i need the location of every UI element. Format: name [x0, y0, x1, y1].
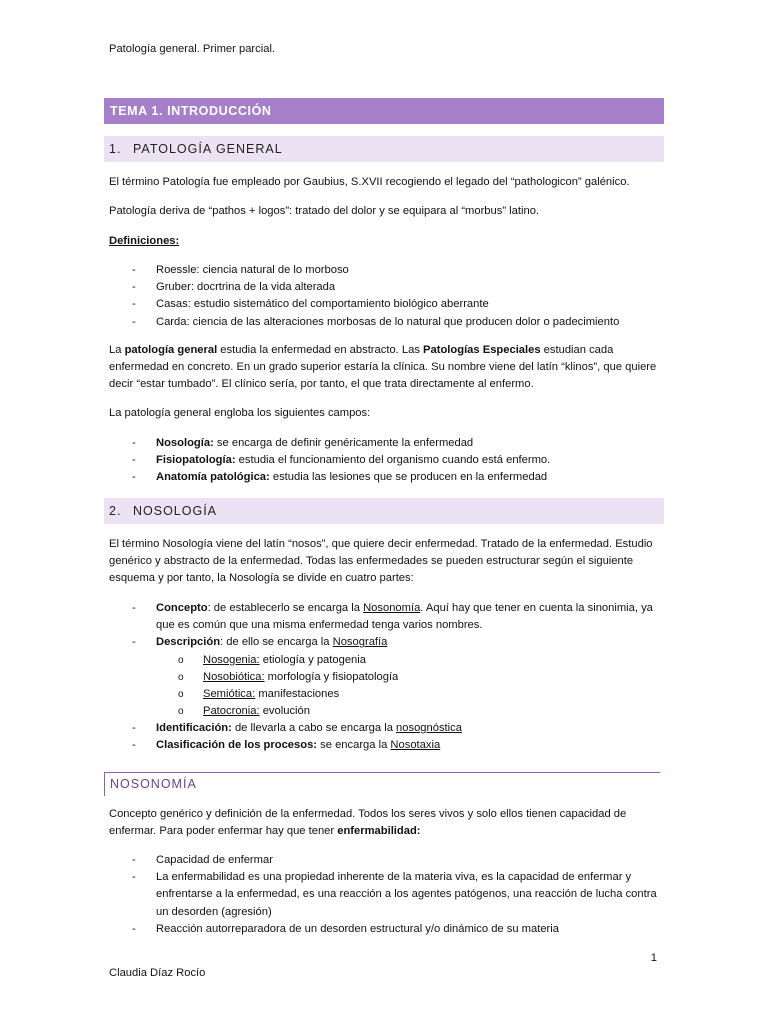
- text-run: de llevarla a cabo se encarga la: [231, 721, 397, 734]
- dash-bullet: -: [132, 602, 136, 614]
- paragraph: El término Nosología viene del latín “nosos”, que quiere decir enfermedad. Tratado de la enfermedad. Estudio genérico y abstracto de la enfermedad. Todas las enfermedades se pueden estructurar según el siguiente esquema y por tanto, la Nosología se divide en cuatro partes:: [109, 538, 653, 585]
- page-footer-author: Claudia Díaz Rocío: [109, 967, 206, 979]
- text-run: . Aquí hay que tener en cuenta la sinonimia, ya que es común que una misma enfermedad tenga varios nombres.: [156, 602, 653, 632]
- list-item: [109, 921, 669, 938]
- circle-bullet: o: [178, 671, 184, 683]
- bold-term: Nosología:: [156, 437, 214, 449]
- list-item: [109, 452, 669, 469]
- list-item-clasificacion: [109, 737, 669, 754]
- sublist-item-text: morfología y fisiopatología: [264, 670, 399, 683]
- list-item: [109, 435, 669, 452]
- section-heading-patologia-general: [104, 136, 664, 162]
- underlined-term: nosognóstica: [396, 721, 462, 734]
- section-number: 2.: [109, 504, 122, 518]
- nosologia-parts-list: [109, 600, 669, 754]
- dash-bullet: -: [132, 721, 136, 734]
- list-item: [109, 469, 669, 486]
- sublist-item: [156, 669, 669, 686]
- paragraph: El término Patología fue empleado por Gaubius, S.XVII recogiendo el legado del “pathologicon” galénico.: [109, 176, 630, 188]
- text-run: : de establecerlo se encarga la: [207, 602, 364, 614]
- underlined-term: Nosogenia:: [203, 653, 260, 666]
- underlined-term: Patocronia:: [203, 704, 260, 717]
- text-run: estudia la enfermedad en abstracto. Las: [217, 344, 424, 356]
- list-item: [109, 314, 669, 331]
- circle-bullet: o: [178, 688, 184, 700]
- definitions-list: [109, 262, 669, 331]
- enfermabilidad-list: [109, 852, 669, 938]
- list-item: [109, 869, 669, 921]
- sublist-item: [156, 652, 669, 669]
- underlined-term: Nosobiótica:: [203, 670, 265, 683]
- section-title: PATOLOGÍA GENERAL: [133, 142, 283, 156]
- dash-bullet: -: [132, 264, 136, 276]
- list-item-text: Reacción autorreparadora de un desorden estructural y/o dinámico de su materia: [156, 922, 559, 935]
- list-item: [109, 262, 669, 279]
- bold-term: Anatomía patológica:: [156, 471, 270, 484]
- bold-term: patología general: [124, 344, 218, 356]
- dash-bullet: -: [132, 636, 136, 649]
- section-number: 1.: [109, 142, 122, 156]
- dash-bullet: -: [132, 738, 136, 751]
- list-item-text: Carda: ciencia de las alteraciones morbosas de lo natural que producen dolor o padecimiento: [156, 315, 620, 328]
- dash-bullet: -: [132, 315, 136, 328]
- list-item-text: estudia el funcionamiento del organismo cuando está enfermo.: [235, 454, 551, 467]
- sublist-item-text: manifestaciones: [255, 687, 340, 700]
- descripcion-sublist: [156, 652, 669, 720]
- underlined-term: Semiótica:: [203, 687, 256, 700]
- subsection-heading-nosonomia: NOSONOMÍA: [104, 772, 660, 796]
- bold-term: enfermabilidad:: [337, 825, 421, 838]
- sublist-item: [156, 703, 669, 720]
- text-run: : de ello se encarga la: [220, 636, 333, 649]
- bold-term: Fisiopatología:: [156, 454, 236, 467]
- sublist-item-text: etiología y patogenia: [259, 653, 366, 666]
- bold-term: Concepto: [156, 602, 208, 614]
- section-heading-nosologia: [104, 498, 664, 524]
- text-run: se encarga la: [317, 738, 391, 751]
- paragraph-patologia-general: [109, 342, 664, 394]
- text-run: estudian cada enfermedad en concreto. En un grado superior estaría la clínica. Su nombre viene del latín “klinos”, que quiere decir “estar tumbado”. El clínico sería, por tanto, el que trata directamente al enfermo.: [109, 344, 657, 391]
- underlined-term: Nosotaxia: [390, 738, 441, 751]
- list-item-identificacion: [109, 720, 669, 737]
- dash-bullet: -: [132, 281, 136, 294]
- underlined-term: Nosonomía: [363, 602, 421, 614]
- underlined-term: Nosografía: [332, 636, 388, 649]
- page-number: 1: [650, 952, 657, 964]
- bold-term: Descripción: [156, 636, 221, 649]
- circle-bullet: o: [178, 705, 184, 717]
- paragraph: La patología general engloba los siguientes campos:: [109, 407, 371, 419]
- bold-term: Clasificación de los procesos:: [156, 738, 318, 751]
- list-item: [109, 279, 669, 296]
- definitions-label-text: Definiciones:: [109, 235, 180, 247]
- sublist-item-text: evolución: [259, 704, 310, 717]
- list-item: [109, 296, 669, 313]
- paragraph-nosonomia: [109, 806, 664, 840]
- bold-term: Identificación:: [156, 721, 232, 734]
- text-run: Concepto genérico y definición de la enfermedad. Todos los seres vivos y solo ellos tienen capacidad de enfermar. Para poder enfermar hay que tener: [109, 808, 627, 838]
- list-item-concepto: [109, 600, 669, 634]
- list-item-descripcion: [109, 634, 669, 719]
- list-item-text: La enfermabilidad es una propiedad inherente de la materia viva, es la capacidad de enfermar y enfrentarse a la enfermedad, es una reacción a los agentes patógenos, una reacción de lucha contra un desorden (agresión): [156, 871, 657, 918]
- sublist-item: [156, 686, 669, 703]
- dash-bullet: -: [132, 437, 136, 449]
- dash-bullet: -: [132, 298, 136, 311]
- tema-heading: TEMA 1. INTRODUCCIÓN: [104, 98, 664, 124]
- dash-bullet: -: [132, 471, 136, 484]
- text-run: La: [109, 344, 125, 356]
- dash-bullet: -: [132, 854, 136, 866]
- list-item-text: Roessle: ciencia natural de lo morboso: [156, 264, 349, 276]
- list-item-text: estudia las lesiones que se producen en la enfermedad: [269, 471, 548, 484]
- dash-bullet: -: [132, 454, 136, 467]
- dash-bullet: -: [132, 871, 136, 884]
- list-item-text: Capacidad de enfermar: [156, 854, 273, 866]
- list-item: [109, 852, 669, 869]
- list-item-text: se encarga de definir genéricamente la enfermedad: [213, 437, 474, 449]
- page-header: Patología general. Primer parcial.: [109, 43, 276, 55]
- dash-bullet: -: [132, 922, 136, 935]
- list-item-text: Casas: estudio sistemático del comportamiento biológico aberrante: [156, 298, 489, 311]
- circle-bullet: o: [178, 654, 184, 666]
- bold-term: Patologías Especiales: [423, 344, 541, 356]
- list-item-text: Gruber: docrtrina de la vida alterada: [156, 281, 336, 294]
- campos-list: [109, 435, 669, 487]
- paragraph: Patología deriva de “pathos + logos”: tratado del dolor y se equipara al “morbus” latino.: [109, 205, 540, 217]
- section-title: NOSOLOGÍA: [133, 504, 218, 518]
- definitions-label: [109, 233, 664, 250]
